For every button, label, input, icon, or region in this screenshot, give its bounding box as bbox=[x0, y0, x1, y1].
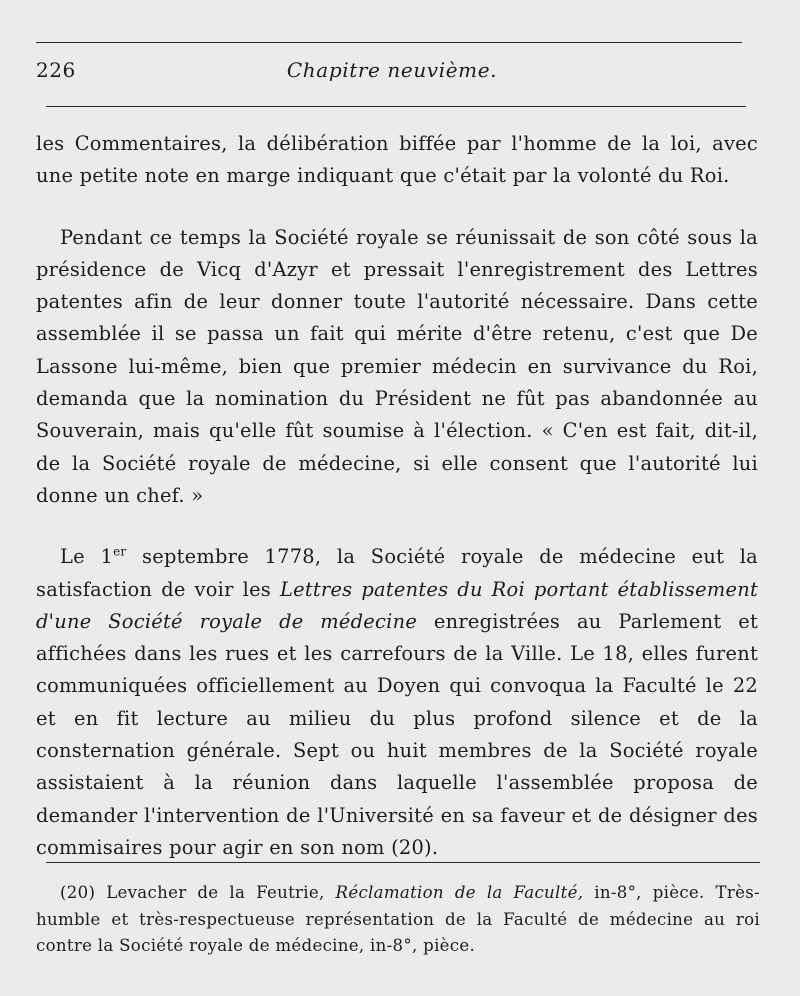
header-rule bbox=[46, 106, 746, 107]
paragraph-3-part-b: enregistrées au Parlement et affichées dans les rues et les carrefours de la Ville. Le 18, elles furent communiquées officiellement au Doyen qui convoqua la Faculté le 22 et en fit lecture au milieu du plus profond silence et de la consternation générale. Sept ou huit membres de la Société royale assistaient à la réunion dans laquelle l'assemblée proposa de demander l'intervention de l'Université en sa faveur et de désigner des commisaires pour agir en son nom (20). bbox=[36, 609, 758, 859]
italic-title: Lettres patentes du Roi portant établissement d'une Société royale de médecine bbox=[36, 577, 758, 633]
paragraph-1: les Commentaires, la délibération biffée par l'homme de la loi, avec une petite note en marge indiquant que c'était par la volonté du Roi. bbox=[36, 132, 758, 188]
footnote-italic: Réclamation de la Faculté, bbox=[335, 883, 584, 902]
running-title: Chapitre neuvième. bbox=[286, 58, 498, 82]
footnote-rule bbox=[46, 862, 760, 863]
footnote-rest: in-8°, pièce. Très-humble et très-respectueuse représentation de la Faculté de médecine au roi contre la Société royale de médecine, in-8°, pièce. bbox=[36, 883, 761, 955]
footnote-lead: (20) Levacher de la Feutrie, bbox=[60, 883, 336, 902]
page-header bbox=[36, 58, 748, 94]
footnote bbox=[36, 880, 760, 960]
top-rule bbox=[36, 42, 742, 43]
paragraph-3-part-a: septembre 1778, la Société royale de médecine eut la satisfaction de voir les bbox=[36, 545, 758, 601]
paragraph-2: Pendant ce temps la Société royale se réunissait de son côté sous la présidence de Vicq d'Azyr et pressait l'enregistrement des Lettres patentes afin de leur donner toute l'autorité nécessaire. Dans cette assemblée il se passa un fait qui mérite d'être retenu, c'est que De Lassone lui-même, bien que premier médecin en survivance du Roi, demanda que la nomination du Président ne fût pas abandonnée au Souverain, mais qu'elle fût soumise à l'élection. « C'en est fait, dit-il, de la Société royale de médecine, si elle consent que l'autorité lui donne un chef. » bbox=[36, 225, 758, 507]
body-text bbox=[36, 128, 758, 864]
paragraph-3-intro: Le 1 bbox=[60, 545, 114, 569]
page-number: 226 bbox=[36, 58, 76, 82]
paragraph-3 bbox=[36, 541, 758, 864]
ordinal-superscript: er bbox=[113, 544, 127, 559]
